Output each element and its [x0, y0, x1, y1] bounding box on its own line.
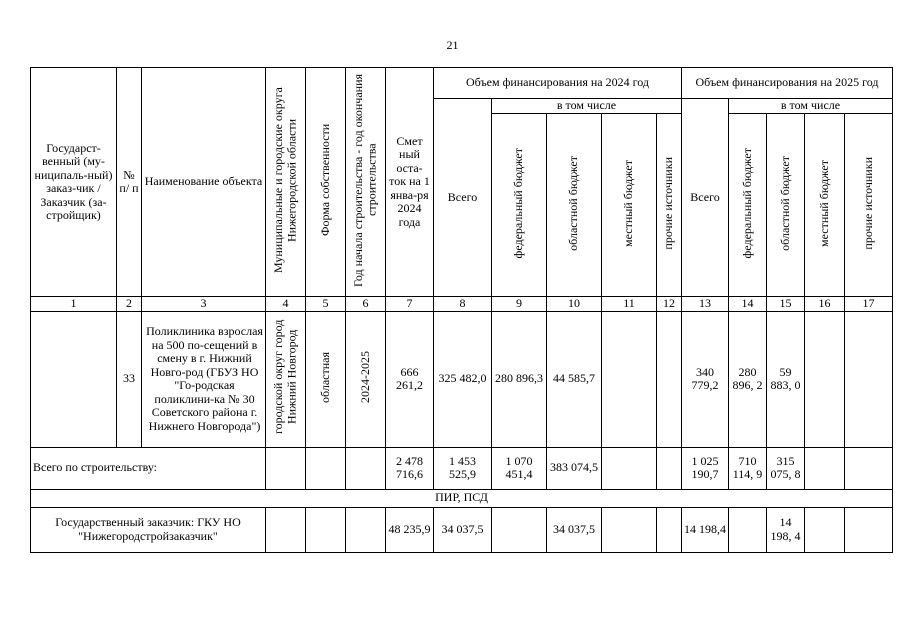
col-number: 7 — [386, 297, 434, 312]
total-federal-2025: 710 114, 9 — [729, 447, 767, 489]
object-regional-2025: 59 883, 0 — [767, 311, 805, 447]
header-years: Год начала строительства - год окончания строительства — [346, 68, 386, 297]
state-regional-2024: 34 037,5 — [547, 507, 602, 552]
total-regional-2025: 315 075, 8 — [767, 447, 805, 489]
header-num: № п/ п — [117, 68, 142, 297]
col-number: 9 — [492, 297, 547, 312]
state-remainder: 48 235,9 — [386, 507, 434, 552]
col-number: 1 — [31, 297, 117, 312]
col-number: 12 — [657, 297, 682, 312]
total-federal-2024: 1 070 451,4 — [492, 447, 547, 489]
header-remainder: Смет ный оста-ток на 1 янва-ря 2024 года — [386, 68, 434, 297]
header-fin-2024: Объем финансирования на 2024 год — [434, 68, 682, 99]
total-label: Всего по строительству: — [31, 447, 266, 489]
object-name: Поликлиника взрослая на 500 по-сещений в смену в г. Нижний Новго-род (ГБУЗ НО "Го-родская поликлини-ка № 30 Советского района г. Нижнего Новгорода") — [142, 311, 266, 447]
header-total-2025: Всего — [682, 99, 729, 297]
table-row-total — [31, 447, 893, 489]
header-including-2025: в том числе — [729, 99, 893, 114]
header-ownership: Форма собственности — [306, 68, 346, 297]
total-total-2025: 1 025 190,7 — [682, 447, 729, 489]
col-number: 15 — [767, 297, 805, 312]
object-ownership: областная — [306, 311, 346, 447]
col-number: 5 — [306, 297, 346, 312]
header-customer: Государст-венный (му-ниципаль-ный) заказ-чик / Заказчик (за-стройщик) — [31, 68, 117, 297]
header-municipality: Муниципальные и городские округа Нижегородской области — [266, 68, 306, 297]
financing-table — [30, 67, 893, 553]
object-municipality: городской округ город Нижний Новгород — [266, 311, 306, 447]
col-number: 8 — [434, 297, 492, 312]
object-remainder: 666 261,2 — [386, 311, 434, 447]
col-number: 2 — [117, 297, 142, 312]
table-row-state-customer — [31, 507, 893, 552]
col-number: 10 — [547, 297, 602, 312]
header-other-2024: прочие источники — [657, 114, 682, 297]
total-regional-2024: 383 074,5 — [547, 447, 602, 489]
col-number: 6 — [346, 297, 386, 312]
object-years: 2024-2025 — [346, 311, 386, 447]
state-total-2024: 34 037,5 — [434, 507, 492, 552]
header-fin-2025: Объем финансирования на 2025 год — [682, 68, 893, 99]
header-other-2025: прочие источники — [845, 114, 893, 297]
section-title: ПИР, ПСД — [31, 489, 893, 507]
total-total-2024: 1 453 525,9 — [434, 447, 492, 489]
state-total-2025: 14 198,4 — [682, 507, 729, 552]
total-remainder: 2 478 716,6 — [386, 447, 434, 489]
object-num: 33 — [117, 311, 142, 447]
column-numbers-row — [31, 297, 893, 312]
object-federal-2025: 280 896, 2 — [729, 311, 767, 447]
header-federal-2025: федеральный бюджет — [729, 114, 767, 297]
section-row — [31, 489, 893, 507]
col-number: 17 — [845, 297, 893, 312]
table-row-object — [31, 311, 893, 447]
col-number: 3 — [142, 297, 266, 312]
object-total-2024: 325 482,0 — [434, 311, 492, 447]
state-regional-2025: 14 198, 4 — [767, 507, 805, 552]
page-number: 21 — [446, 38, 459, 52]
col-number: 4 — [266, 297, 306, 312]
col-number: 16 — [805, 297, 845, 312]
header-local-2024: местный бюджет — [602, 114, 657, 297]
header-including-2024: в том числе — [492, 99, 682, 114]
header-regional-2024: областной бюджет — [547, 114, 602, 297]
header-regional-2025: областной бюджет — [767, 114, 805, 297]
state-customer-label: Государственный заказчик: ГКУ НО "Нижегородстройзаказчик" — [31, 507, 266, 552]
col-number: 14 — [729, 297, 767, 312]
header-local-2025: местный бюджет — [805, 114, 845, 297]
header-object-name: Наименование объекта — [142, 68, 266, 297]
object-total-2025: 340 779,2 — [682, 311, 729, 447]
col-number: 13 — [682, 297, 729, 312]
object-regional-2024: 44 585,7 — [547, 311, 602, 447]
header-total-2024: Всего — [434, 99, 492, 297]
object-federal-2024: 280 896,3 — [492, 311, 547, 447]
header-federal-2024: федеральный бюджет — [492, 114, 547, 297]
col-number: 11 — [602, 297, 657, 312]
